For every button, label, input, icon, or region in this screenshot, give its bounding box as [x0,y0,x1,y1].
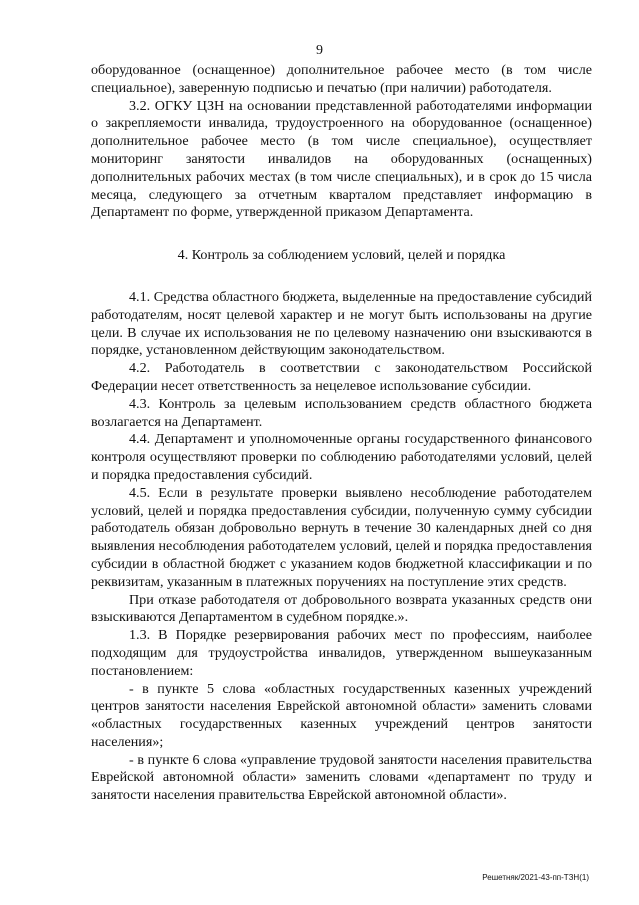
list-item: - в пункте 6 слова «управление трудовой занятости населения правительства Еврейской автономной области» заменить словами «департамент по труду и занятости населения правительства Еврейской автономной области». [91,751,592,804]
list-item: - в пункте 5 слова «областных государственных казенных учреждений центров занятости населения Еврейской автономной области» заменить словами «областных государственных казенных учреждений центров занятости населения»; [91,680,592,750]
paragraph: 4.1. Средства областного бюджета, выделенные на предоставление субсидий работодателям, носят целевой характер и не могут быть использованы на другие цели. В случае их использования не по целевому назначению они взыскиваются в порядке, установленном действующим законодательством. [91,288,592,359]
section-heading: 4. Контроль за соблюдением условий, целей и порядка [177,247,506,264]
paragraph: 4.5. Если в результате проверки выявлено несоблюдение работодателем условий, целей и порядка предоставления субсидии, полученную сумму субсидии работодатель обязан добровольно вернуть в течение 30 календарных дней со дня выявления несоблюдения работодателем условий, целей и порядка предоставления субсидии в областной бюджет с указанием кодов бюджетной классификации и по реквизитам, указанным в платежных поручениях на поступление этих средств. [91,484,592,590]
page-number: 9 [316,43,323,58]
paragraph: 4.4. Департамент и уполномоченные органы государственного финансового контроля осуществляют проверки по соблюдению работодателями условий, целей и порядка предоставления субсидий. [91,431,592,483]
paragraph: При отказе работодателя от добровольного возврата указанных средств они взыскиваются Департаментом в судебном порядке.». [91,591,592,626]
paragraph: 3.2. ОГКУ ЦЗН на основании представленной работодателями информации о закрепляемости инвалида, трудоустроенного на оборудованное (оснащенное) дополнительное рабочее место (в том числе специальное), осуществляет мониторинг занятости инвалидов на оборудованных (оснащенных) дополнительных рабочих местах (в том числе специальных), и в срок до 15 числа месяца, следующего за отчетным кварталом представляет информацию в Департамент по форме, утвержденной приказом Департамента. [91,97,592,221]
paragraph: 4.3. Контроль за целевым использованием средств областного бюджета возлагается на Департамент. [91,395,592,430]
paragraph: 4.2. Работодатель в соответствии с законодательством Российской Федерации несет ответственность за нецелевое использование субсидии. [91,360,592,394]
paragraph: 1.3. В Порядке резервирования рабочих мест по профессиям, наиболее подходящим для трудоустройства инвалидов, утвержденном вышеуказанным постановлением: [91,627,592,679]
paragraph: оборудованное (оснащенное) дополнительное рабочее место (в том числе специальное), заверенную подписью и печатью (при наличии) работодателя. [91,62,592,96]
document-footer-code: Решетняк/2021-43-пп-ТЗН(1) [482,873,589,882]
document-body [91,62,592,805]
